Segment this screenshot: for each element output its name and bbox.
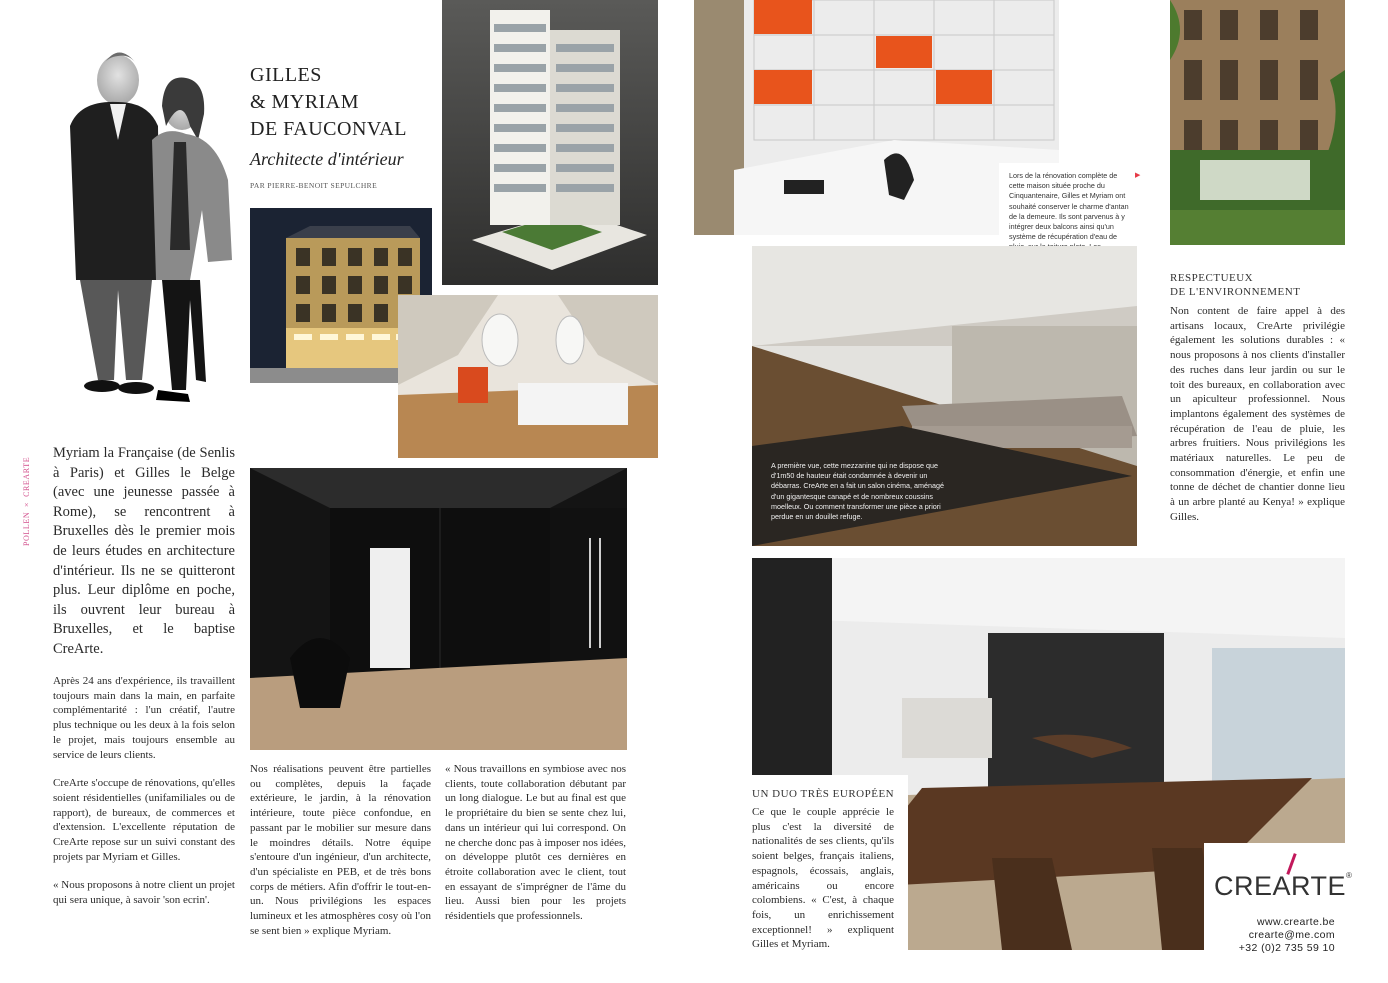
attic-room-photo bbox=[398, 295, 658, 458]
duo-text-block bbox=[745, 775, 908, 983]
text-duo: Ce que le couple apprécie le plus c'est la diversité de nationalités de ses clients, qu'ils soient belges, français italiens, espagnols, écossais, anglais, américains ou encore colombiens. « C'est, à chaque fois, un enrichissement exceptionnel! » expliquent Gilles et Myriam. bbox=[752, 806, 894, 951]
title-line: DE FAUCONVAL bbox=[250, 118, 407, 140]
contact-lines bbox=[1204, 916, 1335, 954]
heading-line: DE L'ENVIRONNEMENT bbox=[1170, 286, 1301, 298]
paragraph: « Nous proposons à notre client un projet qui sera unique, à savoir 'son ecrin'. bbox=[53, 879, 235, 907]
byline: PAR PIERRE-BENOIT SEPULCHRE bbox=[250, 181, 378, 190]
contact-block bbox=[1204, 843, 1354, 963]
email-link[interactable]: crearte@me.com bbox=[1248, 928, 1335, 941]
building-model-photo bbox=[442, 0, 658, 285]
crearte-logo bbox=[1214, 871, 1352, 902]
caption-arrow-icon: ▶ bbox=[1135, 172, 1141, 179]
phone-number: +32 (0)2 735 59 10 bbox=[1238, 941, 1335, 954]
paragraph: CreArte s'occupe de rénovations, qu'elles soient résidentielles (unifamiliales ou de rapport), de bureaux, de commerces et d'extension. L'excellente réputation de CreArte repose sur un suivi constant des projets par Myriam et Gilles. bbox=[53, 777, 235, 863]
mezzanine-living-photo bbox=[752, 246, 1137, 546]
caption-text: Lors de la rénovation complète de cette maison située proche du Cinquantenaire, Gilles et Myriam ont souhaité conserver le charme d'antan de la demeure. Ils sont parvenus à y intégrer deux balcons ainsi qu'un système de récupération d'eau de bbox=[1009, 171, 1129, 242]
logo-text: CREARTE bbox=[1214, 871, 1347, 901]
logo-registered: ® bbox=[1346, 871, 1353, 880]
section-tag: POLLEN × CREARTE bbox=[22, 456, 31, 546]
heading-environment bbox=[1170, 271, 1340, 299]
body-column-2: Nos réalisations peuvent être partielles ou complètes, depuis la façade extérieure, le jardin, à la rénovation intérieure, toute pièce confondue, en passant par le mobilier sur mesure dans le moindres détails. Notre équipe s'entoure d'un ingénieur, d'un architecte, d'un spécialiste en PEB, et de très bons corps de métiers. Afin d'offrir le tout-en-un. Nous privilégions les espaces lumineux et les atmosphères cosy où l'on se sent bien » explique Myriam. bbox=[250, 763, 431, 937]
text-environment: Non content de faire appel à des artisans locaux, CreArte privilégie également les solutions durables : « nous proposons à nos clients d'installer des ruches dans leur jardin ou sur le toit des bureaux, en collaboration avec un apiculteur professionnel. Nous implantons également des systèmes de récupération de l'eau de pluie, les arbres fruitiers. Nous privilégions les matériaux naturelles. Le peu de consommation d'énergie, et enfin une tonne de déchet de chantier donne lieu à un arbre planté au Kenya! » explique Gilles. bbox=[1170, 305, 1345, 523]
lead-paragraph: Myriam la Française (de Senlis à Paris) et Gilles le Belge (avec une jeunesse passée à Rome), se rencontrent à Bruxelles dès le premier mois de leurs études en architecture d'intérieur. Ils ne se quitteront plus. Leur diplôme en poche, ils ouvrent leur bureau à Bruxelles, et le baptise CreArte. bbox=[53, 445, 235, 657]
body-column-1 bbox=[53, 674, 235, 908]
website-link[interactable]: www.crearte.be bbox=[1257, 916, 1335, 928]
article-subtitle: Architecte d'intérieur bbox=[250, 149, 404, 169]
article-title bbox=[250, 62, 440, 143]
heading-duo: UN DUO TRÈS EUROPÉEN bbox=[752, 788, 895, 800]
portrait-photo bbox=[40, 30, 240, 420]
wardrobe-room-photo bbox=[250, 468, 627, 750]
garden-facade-photo bbox=[1170, 0, 1345, 245]
title-line: GILLES bbox=[250, 64, 322, 86]
paragraph: Après 24 ans d'expérience, ils travaillent toujours main dans la main, en parfaite complémentarité : l'un créatif, l'autre plus technique ou les deux à la fois selon le projet, mais toujours ensemble au service de leurs clients. bbox=[53, 675, 235, 761]
title-line: & MYRIAM bbox=[250, 91, 360, 113]
caption-mezzanine: A première vue, cette mezzanine qui ne dispose que d'1m50 de hauteur était condamnée à devenir un débarras. CreArte en a fait un salon cinéma, aménagé d'un gigantesque canapé et de nombreux coussins moelleux. Ou comment transformer une pièce a priori perdue en un douillet refuge. bbox=[771, 461, 944, 522]
heading-line: RESPECTUEUX bbox=[1170, 272, 1254, 284]
body-column-3: « Nous travaillons en symbiose avec nos clients, toute collaboration débutant par un long dialogue. Le but au final est que le propriétaire du bien se sente chez lui, dans un intérieur qui lui correspond. On ne cherche donc pas à imposer nos idées, on développe plutôt ces dernières en étroite collaboration avec le client, tout en essayant de s'imprégner de l'âme du lieu. Aussi bien pour les projets résidentiels que professionnels. bbox=[445, 763, 626, 923]
